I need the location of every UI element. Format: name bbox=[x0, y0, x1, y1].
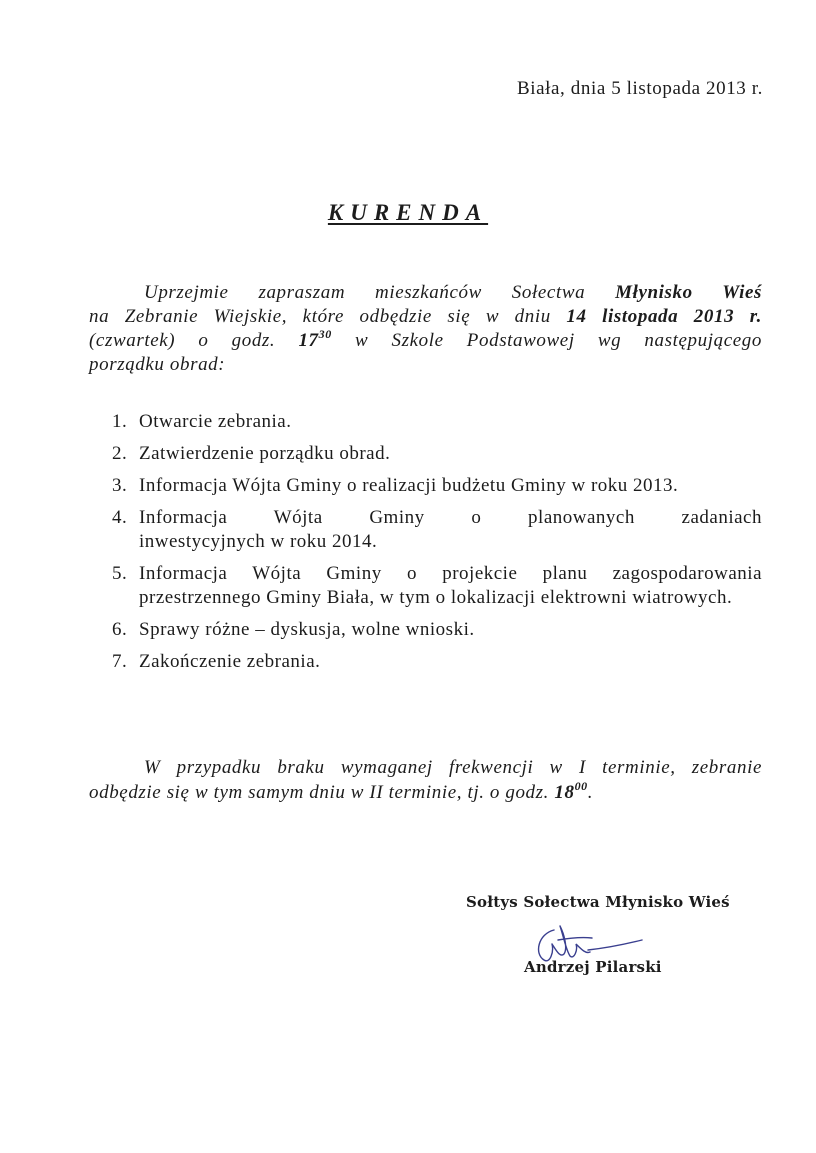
agenda-item: 4. Informacja Wójta Gminy o planowanych zadaniach inwestycyjnych w roku 2014. bbox=[112, 507, 762, 552]
intro-line-3: (czwartek) o godz. $17^{30}$ w Szkole Podstawowej wg następującego bbox=[89, 327, 762, 351]
intro-line-1: Uprzejmie zapraszam mieszkańców Sołectwa Młynisko Wieś bbox=[144, 282, 762, 303]
village-name: Młynisko Wieś bbox=[615, 282, 762, 303]
signer-name: Andrzej Pilarski bbox=[524, 958, 662, 976]
agenda-item: 7. Zakończenie zebrania. bbox=[112, 651, 321, 672]
quorum-note bbox=[89, 755, 762, 805]
note-line-2: odbędzie się w tym samym dniu w II terminie, tj. o godz. $18^{00}$. bbox=[89, 779, 594, 803]
title-text: KURENDA bbox=[327, 200, 489, 225]
meeting-time: $17^{30}$ bbox=[298, 327, 332, 351]
document-title bbox=[0, 200, 816, 226]
meeting-date: 14 listopada 2013 r. bbox=[566, 306, 763, 327]
agenda-item: 5. Informacja Wójta Gminy o projekcie planu zagospodarowania przestrzennego Gminy Biała, w tym o lokalizacji elektrowni wiatrowych. bbox=[112, 563, 762, 608]
intro-line-4: porządku obrad: bbox=[89, 354, 226, 375]
date-line: Biała, dnia 5 listopada 2013 r. bbox=[516, 78, 763, 99]
agenda-item: 6. Sprawy różne – dyskusja, wolne wnioski. bbox=[112, 619, 475, 640]
agenda-item: 1. Otwarcie zebrania. bbox=[112, 411, 292, 432]
signer-role: Sołtys Sołectwa Młynisko Wieś bbox=[466, 893, 730, 911]
agenda-item: 3. Informacja Wójta Gminy o realizacji budżetu Gminy w roku 2013. bbox=[112, 475, 679, 496]
note-line-1: W przypadku braku wymaganej frekwencji w I terminie, zebranie bbox=[144, 757, 762, 778]
second-term-time: $18^{00}$ bbox=[554, 779, 588, 803]
invitation-paragraph bbox=[89, 281, 762, 377]
agenda-item: 2. Zatwierdzenie porządku obrad. bbox=[112, 443, 391, 464]
agenda-list bbox=[112, 410, 762, 682]
intro-line-2: na Zebranie Wiejskie, które odbędzie się w dniu 14 listopada 2013 r. bbox=[89, 306, 763, 327]
